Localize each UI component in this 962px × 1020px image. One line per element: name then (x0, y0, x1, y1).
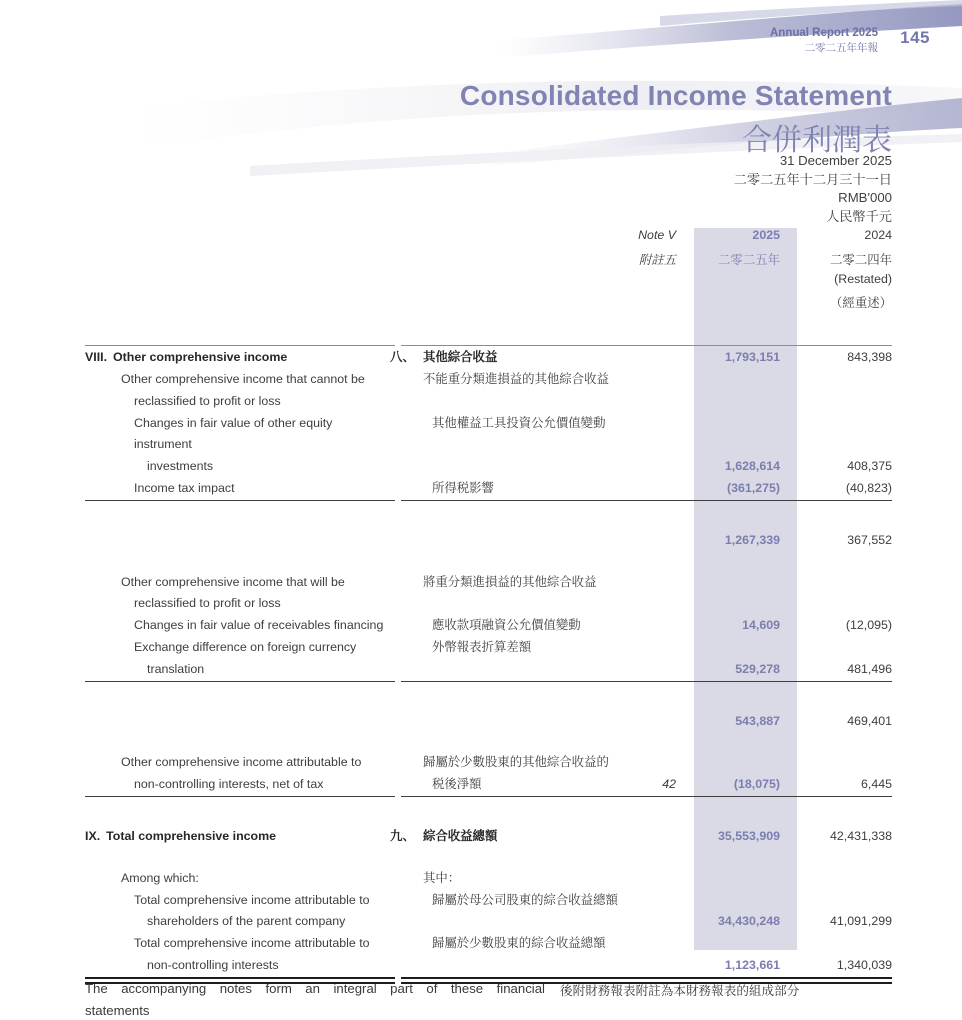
amount-2025: 34,430,248 (717, 914, 780, 929)
row-spacer (85, 552, 892, 572)
note-ref (630, 478, 676, 500)
label-en (85, 572, 390, 616)
value-2024 (789, 369, 892, 413)
statement-title-zh: 合併利潤表 (742, 124, 892, 157)
label-zh (390, 890, 630, 934)
rule-segment (401, 977, 892, 984)
item-label-zh-line: 應收款項融資公允價值變動 (432, 618, 581, 633)
note-ref (630, 933, 676, 977)
amount-2024: (12,095) (845, 618, 892, 633)
row-spacer (85, 732, 892, 752)
section-number-en: IX. (85, 828, 101, 843)
column-header-2025-zh: 二零二五年 (718, 252, 780, 267)
item-label-en-line: Exchange difference on foreign currency (134, 639, 357, 654)
value-2024 (789, 752, 892, 796)
currency-unit-zh: 人民幣千元 (826, 208, 892, 224)
amount-2025: 1,123,661 (724, 957, 780, 972)
value-2024 (789, 826, 892, 848)
section-label-en: VIII. Other comprehensive income (85, 347, 390, 369)
item-label-zh-line: 將重分類進損益的其他綜合收益 (423, 574, 597, 589)
value-2025 (676, 413, 789, 478)
table-row (85, 711, 892, 733)
table-header (85, 228, 892, 315)
table-closing-double-rule (85, 977, 892, 984)
item-label-zh-line: 其中： (423, 870, 461, 885)
label-en (85, 890, 390, 934)
column-header-note-zh: 附註五 (638, 252, 676, 267)
item-label-zh-line: 其他權益工具投資公允價值變動 (432, 415, 606, 430)
rule-segment (85, 681, 395, 683)
label-zh (390, 826, 630, 848)
note-ref (630, 752, 676, 796)
row-spacer (85, 848, 892, 868)
label-en (85, 413, 390, 478)
note-ref (630, 868, 676, 890)
label-zh (390, 572, 630, 616)
label-en (85, 868, 390, 890)
label-zh (390, 347, 630, 369)
label-en (85, 637, 390, 681)
label-zh (390, 711, 630, 733)
value-2024 (789, 890, 892, 934)
value-2024 (789, 933, 892, 977)
note-ref (630, 413, 676, 478)
statement-date-en: 31 December 2025 (779, 153, 892, 168)
value-2024 (789, 615, 892, 637)
note-ref (630, 637, 676, 681)
label-zh (390, 933, 630, 977)
item-label-en-line: non-controlling interests (147, 957, 279, 972)
amount-2025: (361,275) (726, 480, 780, 495)
value-2025 (676, 711, 789, 733)
item-label-en-line: Among which: (121, 870, 199, 885)
label-zh (390, 530, 630, 552)
label-zh (390, 369, 630, 413)
label-zh (390, 752, 630, 796)
value-2025 (676, 615, 789, 637)
currency-unit-en: RMB'000 (838, 190, 892, 205)
value-2024 (789, 413, 892, 478)
value-2025 (676, 890, 789, 934)
item-label-en-line: reclassified to profit or loss (134, 393, 281, 408)
item-label-zh-line: 歸屬於少數股東的其他綜合收益的 (423, 755, 609, 770)
note-ref (630, 711, 676, 733)
section-number-zh: 九、 (390, 828, 415, 843)
amount-2024: 1,340,039 (836, 957, 892, 972)
table-row (85, 637, 892, 681)
value-2024 (789, 478, 892, 500)
amount-2024: 42,431,338 (829, 828, 892, 843)
item-label-zh-line: 税後淨額 (432, 777, 482, 792)
column-header-2024-zh: 二零二四年 (830, 252, 892, 267)
statement-date-block (734, 152, 892, 226)
value-2025 (676, 369, 789, 413)
value-2025 (676, 347, 789, 369)
table-body (85, 347, 892, 984)
note-ref (630, 615, 676, 637)
column-header-restated-zh: （經重述） (830, 296, 892, 311)
label-en (85, 369, 390, 413)
label-en (85, 933, 390, 977)
item-label-en-line: Other comprehensive income that will be (121, 574, 345, 589)
rule-segment (401, 796, 892, 798)
item-label-en-line: reclassified to profit or loss (134, 596, 281, 611)
item-label-en-line: Other comprehensive income attributable to (121, 755, 362, 770)
table-row (85, 347, 892, 369)
note-ref (630, 890, 676, 934)
column-header-note-en: Note V (638, 228, 676, 242)
label-en (85, 530, 390, 552)
item-label-en-line: non-controlling interests, net of tax (134, 777, 324, 792)
footer-note-en-line1: The accompanying notes form an integral part of these financial (85, 981, 545, 996)
statement-title-en: Consolidated Income Statement (459, 80, 892, 111)
item-label-en-line: Other comprehensive income that cannot be (121, 371, 365, 386)
page-number: 145 (900, 28, 930, 47)
amount-2025: 1,793,151 (724, 350, 780, 365)
note-ref (630, 369, 676, 413)
footer-note-en-line2: statements (85, 1003, 150, 1018)
item-label-zh-line: 不能重分類進損益的其他綜合收益 (423, 371, 609, 386)
amount-2024: 843,398 (847, 350, 892, 365)
annual-report-title-en: Annual Report 2025 (770, 27, 878, 39)
annual-report-title-zh: 二零二五年年報 (804, 42, 878, 54)
column-header-2024: 2024 (864, 228, 892, 242)
label-zh (390, 413, 630, 478)
amount-2025: 543,887 (735, 713, 780, 728)
amount-2024: 469,401 (847, 713, 892, 728)
item-label-en-line: Changes in fair value of receivables financing (134, 618, 384, 633)
column-header-2025: 2025 (752, 228, 780, 242)
rule-segment (401, 681, 892, 683)
footer-note-zh: 後附財務報表附註為本財務報表的組成部分 (560, 984, 800, 998)
value-2024 (789, 530, 892, 552)
table-row (85, 933, 892, 977)
label-en (85, 752, 390, 796)
value-2025 (676, 868, 789, 890)
amount-2024: (40,823) (845, 480, 892, 495)
table-row (85, 615, 892, 637)
value-2024 (789, 868, 892, 890)
label-zh (390, 868, 630, 890)
label-en (85, 615, 390, 637)
section-label-zh: 八、 其他綜合收益 (390, 347, 630, 369)
table-row (85, 826, 892, 848)
amount-2025: 1,267,339 (724, 532, 780, 547)
value-2024 (789, 711, 892, 733)
label-zh (390, 478, 630, 500)
label-zh (390, 615, 630, 637)
amount-2024: 41,091,299 (829, 914, 892, 929)
table-row (85, 752, 892, 796)
value-2025 (676, 478, 789, 500)
amount-2025: 14,609 (742, 618, 780, 633)
rule-segment (85, 500, 395, 502)
section-label-en: IX. Total comprehensive income (85, 826, 390, 848)
item-label-zh-line: 歸屬於少數股東的綜合收益總額 (432, 936, 606, 951)
table-row (85, 572, 892, 616)
table-row (85, 890, 892, 934)
item-label-zh-line: 所得税影響 (432, 480, 494, 495)
section-number-zh: 八、 (390, 350, 415, 365)
table-row (85, 413, 892, 478)
label-en (85, 711, 390, 733)
note-ref (630, 530, 676, 552)
amount-2025: 35,553,909 (717, 828, 780, 843)
value-2025 (676, 530, 789, 552)
item-label-en-line: shareholders of the parent company (147, 914, 346, 929)
table-row (85, 530, 892, 552)
value-2025 (676, 752, 789, 796)
table-rule (85, 796, 892, 798)
value-2025 (676, 637, 789, 681)
item-label-en-line: translation (147, 661, 205, 676)
section-number-en: VIII. (85, 350, 108, 365)
value-2024 (789, 347, 892, 369)
statement-date-zh: 二零二五年十二月三十一日 (733, 171, 892, 187)
amount-2025: 529,278 (735, 661, 780, 676)
rule-segment (85, 977, 395, 984)
value-2025 (676, 572, 789, 616)
table-rule (85, 500, 892, 502)
item-label-en-line: Total comprehensive income attributable to (134, 892, 370, 907)
amount-2025: 1,628,614 (724, 459, 780, 474)
value-2024 (789, 572, 892, 616)
value-2025 (676, 826, 789, 848)
item-label-en-line: Total comprehensive income attributable to (134, 936, 370, 951)
statement-title-block (460, 80, 892, 159)
report-meta (770, 26, 878, 56)
income-statement-table (85, 228, 892, 984)
note-ref (630, 347, 676, 369)
amount-2024: 367,552 (847, 532, 892, 547)
note-ref (630, 572, 676, 616)
item-label-en-line: Income tax impact (134, 480, 235, 495)
amount-2024: 481,496 (847, 661, 892, 676)
table-row (85, 369, 892, 413)
label-en (85, 347, 390, 369)
table-row (85, 478, 892, 500)
item-label-en-line: Changes in fair value of other equity instrument (134, 415, 333, 452)
rule-segment (401, 500, 892, 502)
value-2025 (676, 933, 789, 977)
label-en (85, 826, 390, 848)
table-row (85, 868, 892, 890)
section-label-zh: 九、 綜合收益總額 (390, 826, 630, 848)
item-label-zh-line: 歸屬於母公司股東的綜合收益總額 (432, 892, 618, 907)
rule-segment (85, 796, 395, 798)
label-zh (390, 637, 630, 681)
table-rule (85, 681, 892, 683)
item-label-en-line: investments (147, 459, 214, 474)
item-label-zh-line: 外幣報表折算差額 (432, 639, 532, 654)
amount-2025: (18,075) (733, 777, 780, 792)
amount-2024: 6,445 (860, 777, 892, 792)
value-2024 (789, 637, 892, 681)
note-number: 42 (662, 777, 676, 792)
label-en (85, 478, 390, 500)
note-ref (630, 826, 676, 848)
footer-note-en (85, 978, 545, 1020)
amount-2024: 408,375 (847, 459, 892, 474)
column-header-restated-en: (Restated) (834, 271, 892, 286)
